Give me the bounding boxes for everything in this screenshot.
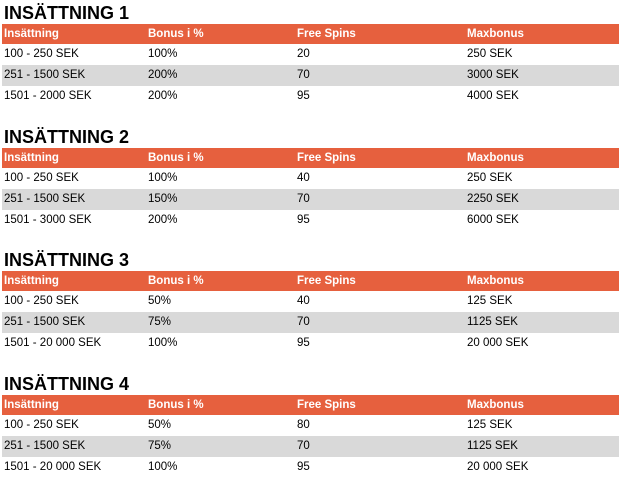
cell-free-spins: 95 xyxy=(297,337,310,349)
cell-maxbonus: 6000 SEK xyxy=(467,214,519,226)
table-header-row xyxy=(2,24,619,44)
cell-bonus-percent: 200% xyxy=(148,69,178,81)
table-row xyxy=(2,168,619,189)
column-header-deposit: Insättning xyxy=(4,152,59,164)
cell-bonus-percent: 50% xyxy=(148,295,172,307)
column-header-deposit: Insättning xyxy=(4,275,59,287)
cell-deposit: 1501 - 3000 SEK xyxy=(4,214,92,226)
table-row xyxy=(2,333,619,354)
cell-deposit: 251 - 1500 SEK xyxy=(4,193,86,205)
cell-maxbonus: 2250 SEK xyxy=(467,193,519,205)
cell-bonus-percent: 100% xyxy=(148,172,178,184)
table-row xyxy=(2,65,619,86)
column-header-free-spins: Free Spins xyxy=(297,152,356,164)
cell-deposit: 100 - 250 SEK xyxy=(4,172,79,184)
column-header-maxbonus: Maxbonus xyxy=(467,152,524,164)
column-header-deposit: Insättning xyxy=(4,28,59,40)
column-header-maxbonus: Maxbonus xyxy=(467,275,524,287)
table-row xyxy=(2,210,619,231)
cell-deposit: 251 - 1500 SEK xyxy=(4,440,86,452)
section-title: INSÄTTNING 4 xyxy=(4,374,130,394)
cell-bonus-percent: 150% xyxy=(148,193,178,205)
cell-maxbonus: 1125 SEK xyxy=(467,440,518,452)
cell-maxbonus: 125 SEK xyxy=(467,295,513,307)
table-row xyxy=(2,44,619,65)
cell-free-spins: 70 xyxy=(297,69,310,81)
cell-bonus-percent: 75% xyxy=(148,440,172,452)
cell-free-spins: 95 xyxy=(297,90,310,102)
cell-bonus-percent: 200% xyxy=(148,90,178,102)
table-header-row xyxy=(2,271,619,291)
cell-bonus-percent: 50% xyxy=(148,419,172,431)
cell-free-spins: 80 xyxy=(297,419,310,431)
column-header-maxbonus: Maxbonus xyxy=(467,399,524,411)
column-header-free-spins: Free Spins xyxy=(297,275,356,287)
cell-deposit: 251 - 1500 SEK xyxy=(4,316,86,328)
section-title: INSÄTTNING 1 xyxy=(4,3,130,23)
cell-bonus-percent: 100% xyxy=(148,48,178,60)
bonus-table xyxy=(2,271,619,354)
column-header-deposit: Insättning xyxy=(4,399,59,411)
cell-free-spins: 95 xyxy=(297,214,310,226)
column-header-bonus-percent: Bonus i % xyxy=(148,275,204,287)
bonus-table xyxy=(2,24,619,107)
cell-bonus-percent: 75% xyxy=(148,316,172,328)
column-header-bonus-percent: Bonus i % xyxy=(148,152,204,164)
cell-maxbonus: 4000 SEK xyxy=(467,90,519,102)
cell-deposit: 100 - 250 SEK xyxy=(4,48,79,60)
cell-free-spins: 70 xyxy=(297,316,310,328)
cell-deposit: 1501 - 2000 SEK xyxy=(4,90,92,102)
section-title: INSÄTTNING 3 xyxy=(4,250,130,270)
cell-maxbonus: 1125 SEK xyxy=(467,316,518,328)
table-header-row xyxy=(2,148,619,168)
table-row xyxy=(2,436,619,457)
table-row xyxy=(2,86,619,107)
table-row xyxy=(2,291,619,312)
table-row xyxy=(2,415,619,436)
cell-deposit: 251 - 1500 SEK xyxy=(4,69,86,81)
cell-free-spins: 40 xyxy=(297,172,310,184)
bonus-table xyxy=(2,395,619,478)
column-header-maxbonus: Maxbonus xyxy=(467,28,524,40)
table-row xyxy=(2,189,619,210)
table-row xyxy=(2,457,619,478)
cell-deposit: 100 - 250 SEK xyxy=(4,295,79,307)
bonus-table xyxy=(2,148,619,231)
cell-bonus-percent: 100% xyxy=(148,337,178,349)
section-title: INSÄTTNING 2 xyxy=(4,127,130,147)
table-row xyxy=(2,312,619,333)
column-header-free-spins: Free Spins xyxy=(297,399,356,411)
cell-free-spins: 95 xyxy=(297,461,310,473)
cell-free-spins: 70 xyxy=(297,440,310,452)
cell-maxbonus: 125 SEK xyxy=(467,419,513,431)
cell-maxbonus: 20 000 SEK xyxy=(467,337,529,349)
column-header-bonus-percent: Bonus i % xyxy=(148,399,204,411)
table-header-row xyxy=(2,395,619,415)
cell-free-spins: 20 xyxy=(297,48,310,60)
cell-deposit: 1501 - 20 000 SEK xyxy=(4,461,102,473)
cell-deposit: 100 - 250 SEK xyxy=(4,419,79,431)
column-header-bonus-percent: Bonus i % xyxy=(148,28,204,40)
cell-maxbonus: 250 SEK xyxy=(467,172,513,184)
cell-bonus-percent: 100% xyxy=(148,461,178,473)
cell-deposit: 1501 - 20 000 SEK xyxy=(4,337,102,349)
cell-free-spins: 70 xyxy=(297,193,310,205)
cell-maxbonus: 20 000 SEK xyxy=(467,461,529,473)
cell-maxbonus: 250 SEK xyxy=(467,48,513,60)
column-header-free-spins: Free Spins xyxy=(297,28,356,40)
cell-bonus-percent: 200% xyxy=(148,214,178,226)
cell-maxbonus: 3000 SEK xyxy=(467,69,519,81)
cell-free-spins: 40 xyxy=(297,295,310,307)
